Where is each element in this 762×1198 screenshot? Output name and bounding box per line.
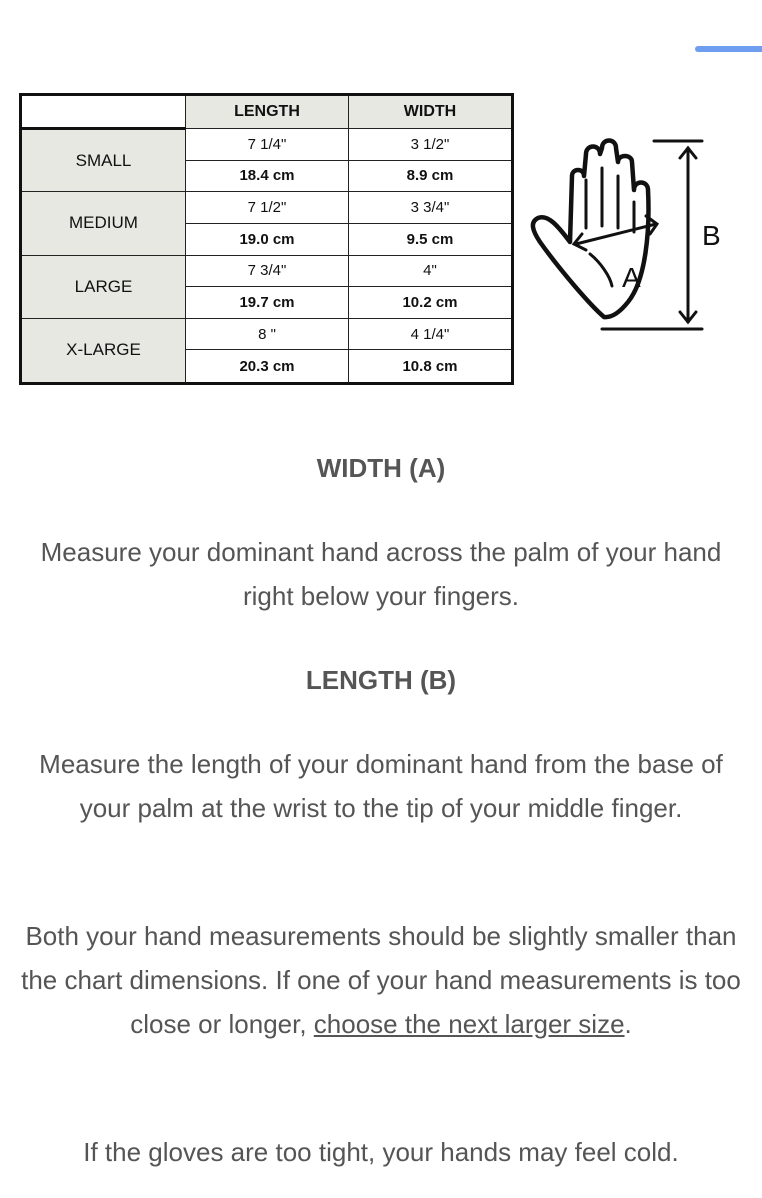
length-inches: 7 3/4": [186, 255, 349, 287]
width-arrow: [576, 224, 656, 244]
length-cm: 19.0 cm: [186, 223, 349, 255]
table-row: [21, 129, 513, 161]
scroll-indicator[interactable]: [695, 46, 762, 52]
length-heading: LENGTH (B): [305, 665, 457, 695]
length-cm: 20.3 cm: [186, 350, 349, 384]
size-label-medium: MEDIUM: [21, 192, 186, 255]
width-cm: 10.8 cm: [349, 350, 513, 384]
table-row: [21, 192, 513, 224]
width-inches: 3 1/2": [349, 129, 513, 161]
fit-advice-text: Both your hand measurements should be slightly smaller than the chart dimensions. If one of your hand measurements is too close or longer,: [21, 921, 741, 1039]
width-instructions: Measure your dominant hand across the palm of your hand right below your fingers.: [40, 537, 722, 611]
column-header-length: LENGTH: [186, 95, 349, 129]
size-label-large: LARGE: [21, 255, 186, 318]
fit-advice-suffix: .: [624, 1009, 632, 1039]
hand-measurement-diagram: [520, 130, 730, 340]
width-cm: 10.2 cm: [349, 287, 513, 319]
size-label-xlarge: X-LARGE: [21, 318, 186, 383]
table-header-row: [21, 95, 513, 129]
width-inches: 3 3/4": [349, 192, 513, 224]
length-instructions: Measure the length of your dominant hand from the base of your palm at the wrist to the tip of your middle finger.: [39, 749, 723, 823]
length-inches: 7 1/2": [186, 192, 349, 224]
next-size-link[interactable]: choose the next larger size: [313, 1009, 625, 1039]
width-inches: 4 1/4": [349, 318, 513, 350]
table-row: [21, 318, 513, 350]
table-row: [21, 255, 513, 287]
width-inches: 4": [349, 255, 513, 287]
length-cm: 19.7 cm: [186, 287, 349, 319]
tight-fit-note: If the gloves are too tight, your hands may feel cold.: [83, 1137, 679, 1167]
width-cm: 8.9 cm: [349, 160, 513, 192]
width-cm: 9.5 cm: [349, 223, 513, 255]
fit-advice: [20, 914, 742, 1046]
length-inches: 7 1/4": [186, 129, 349, 161]
length-inches: 8 ": [186, 318, 349, 350]
label-a: A: [622, 262, 641, 293]
table-corner: [21, 95, 186, 129]
size-chart-table: [19, 93, 514, 385]
size-label-small: SMALL: [21, 129, 186, 192]
label-b: B: [702, 220, 721, 251]
length-cm: 18.4 cm: [186, 160, 349, 192]
width-heading: WIDTH (A): [316, 453, 446, 483]
column-header-width: WIDTH: [349, 95, 513, 129]
